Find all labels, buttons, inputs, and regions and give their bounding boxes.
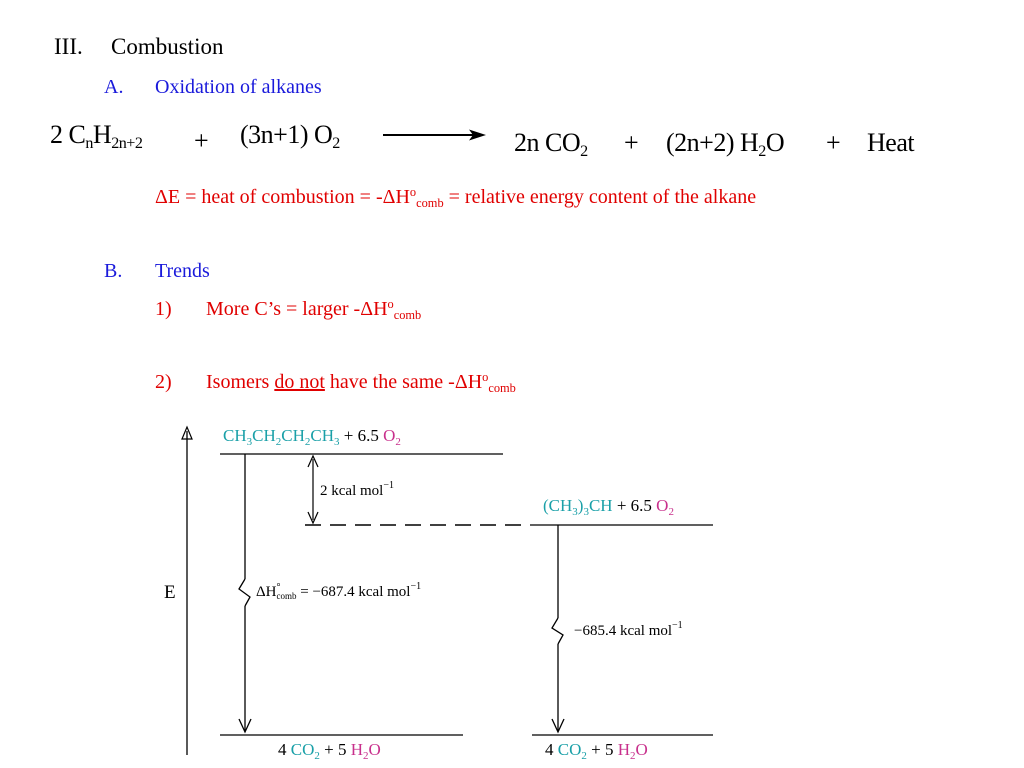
energy-axis-label: E xyxy=(164,582,176,603)
isobutane-label: $(CH_3)_3CH + 6.5$ $O_2$ xyxy=(543,496,674,518)
products-label-left: 4 $CO_2 + 5$ $H_2O$ xyxy=(278,740,381,762)
combustion-equation xyxy=(0,118,1024,166)
subsection-a-letter: A. xyxy=(104,76,124,98)
butane-heat-of-combustion-label: ΔH° comb = −687.4 kcal mol$^{-1}$ xyxy=(256,581,422,601)
trend-item-1: 1) More C’s = larger $-\Delta H^o_{comb}$ xyxy=(155,297,422,322)
section-number: III. xyxy=(54,34,83,59)
equation-product-heat: Heat xyxy=(867,128,915,157)
subsection-a xyxy=(104,76,322,99)
section-heading xyxy=(54,34,223,60)
emphasis-do-not: do not xyxy=(274,371,325,393)
energy-axis xyxy=(164,427,192,755)
section-title: Combustion xyxy=(111,34,224,59)
subsection-b-letter: B. xyxy=(104,260,123,282)
energy-gap-label: 2 kcal mol$^{-1}$ xyxy=(320,480,394,499)
equation-product-co2: 2n $CO_2$ xyxy=(514,128,588,161)
equation-reactant-oxygen: (3n+1) $O_2$ xyxy=(240,120,340,153)
isobutane-heat-of-combustion-label: −685.4 kcal mol$^{-1}$ xyxy=(574,620,683,639)
reaction-arrow-icon xyxy=(383,128,487,142)
equation-product-water: (2n+2) $H_2O$ xyxy=(666,128,785,161)
equation-plus: + xyxy=(624,128,639,157)
energy-gap-double-arrow xyxy=(308,456,318,523)
equation-plus: + xyxy=(826,128,841,157)
equation-reactant-alkane: 2 $C_nH_{2n+2}$ xyxy=(50,120,143,153)
subsection-b-title: Trends xyxy=(155,260,210,282)
energy-level-diagram xyxy=(160,415,730,768)
isobutane-combustion-arrow xyxy=(552,525,564,732)
subsection-b xyxy=(104,260,210,283)
trend-item-2: 2) Isomers do not have the same $-\Delta H^o_{comb}$ xyxy=(155,370,516,395)
products-label-right: 4 $CO_2 + 5$ $H_2O$ xyxy=(545,740,648,762)
butane-label: $CH_3CH_2CH_2CH_3 + 6.5$ $O_2$ xyxy=(223,426,401,448)
subsection-a-title: Oxidation of alkanes xyxy=(155,76,322,98)
butane-combustion-arrow xyxy=(239,454,251,732)
heat-of-combustion-definition: ΔE = heat of combustion = $-\Delta H^o_{comb}$ = relative energy content of the alkane xyxy=(155,185,757,210)
equation-plus: + xyxy=(194,126,209,155)
